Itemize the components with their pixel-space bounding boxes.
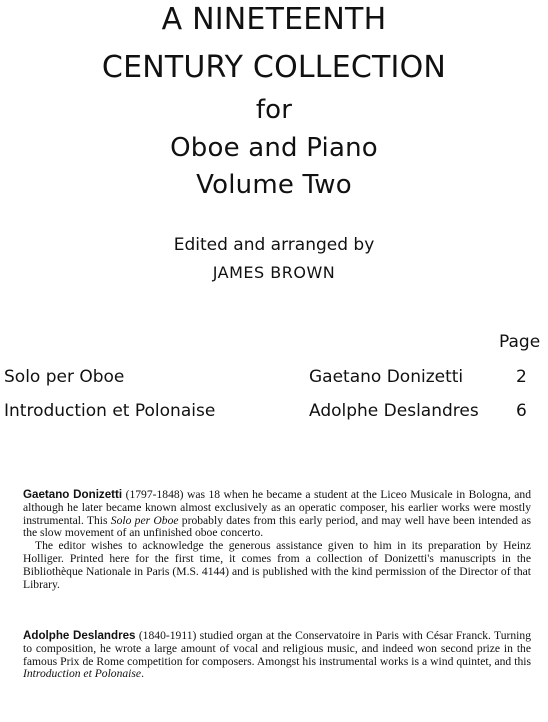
title-line-4: Oboe and Piano: [170, 133, 378, 163]
toc-entry-title: Introduction et Polonaise: [4, 401, 216, 421]
donizetti-paragraph: [23, 489, 531, 540]
toc-entry-page: 6: [516, 401, 527, 421]
title-line-3: for: [255, 95, 293, 125]
deslandres-text-b: .: [141, 667, 144, 681]
donizetti-italic: Solo per Oboe: [110, 513, 179, 527]
notes-donizetti-block: [23, 489, 531, 591]
toc-entry-composer: Gaetano Donizetti: [309, 367, 464, 387]
title-line-1: A NINETEENTH: [161, 2, 387, 37]
notes-deslandres-block: [23, 630, 531, 681]
deslandres-name: Adolphe Deslandres: [23, 629, 136, 642]
toc-entry-page: 2: [516, 367, 527, 387]
deslandres-text-a: (1840-1911) studied organ at the Conservatoire in Paris with César Franck. Turning to composition, he wrote a large amount of vocal and religious music, and indeed won second prize in the famous Prix de Rome competition for composers. Amongst his instrumental works is a wind quintet, and this: [23, 629, 531, 668]
toc-entry-composer: Adolphe Deslandres: [309, 401, 479, 421]
deslandres-italic: Introduction et Polonaise: [23, 667, 142, 681]
toc-entry-title: Solo per Oboe: [4, 367, 125, 387]
acknowledgement-paragraph: The editor wishes to acknowledge the generous assistance given to him in its preparation by Heinz Holliger. Printed here for the first time, it comes from a collection of Donizetti's manuscripts in the Bibliothèque Nationale in Paris (M.S. 4144) and is published with the kind permission of the Director of that Library.: [23, 539, 531, 591]
title-line-2: CENTURY COLLECTION: [101, 50, 447, 85]
donizetti-text-b: probably dates from this early period, and may well have been intended as the slow movement of an unfinished oboe concerto.: [23, 513, 531, 540]
toc-page-header: Page: [499, 332, 541, 352]
donizetti-name: Gaetano Donizetti: [23, 488, 123, 501]
title-line-5: Volume Two: [196, 170, 352, 200]
edited-by-label: Edited and arranged by: [173, 235, 375, 255]
editor-name: JAMES BROWN: [212, 263, 336, 282]
donizetti-text-a: (1797-1848) was 18 when he became a student at the Liceo Musicale in Bologna, and although he later became known almost exclusively as an operatic composer, his earlier works were mostly instrumental. This: [23, 488, 532, 527]
deslandres-paragraph: [23, 630, 531, 681]
